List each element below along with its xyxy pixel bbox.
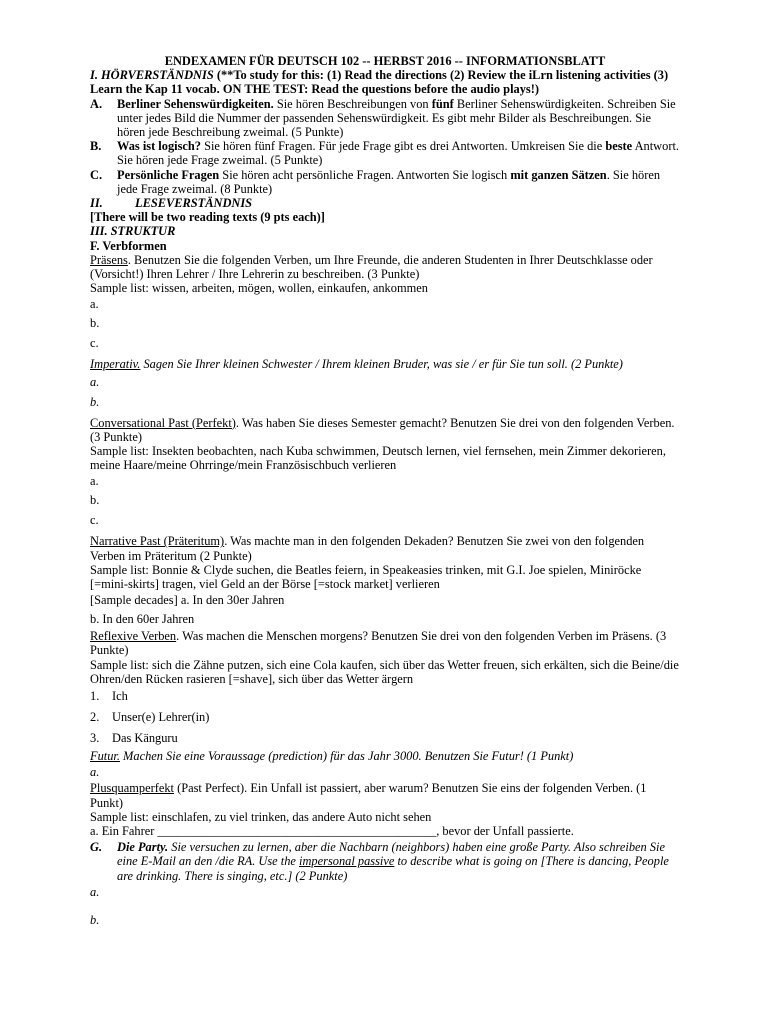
info-sheet bbox=[90, 54, 680, 927]
praesens-instructions: Präsens. Benutzen Sie die folgenden Verben, um Ihre Freunde, die anderen Studenten in Ihrer Deutschklasse oder (Vorsicht!) Ihren Lehrer / Ihre Lehrerin zu beschreiben. (3 Punkte) bbox=[90, 252, 653, 282]
section-2-heading: II. LESEVERSTÄNDNIS bbox=[90, 196, 253, 211]
praesens-sample-list: Sample list: wissen, arbeiten, mögen, wollen, einkaufen, ankommen bbox=[90, 281, 428, 296]
reflexive-answer-3: 3. Das Känguru bbox=[90, 731, 178, 746]
perfekt-answer-a: a. bbox=[90, 474, 99, 489]
section-1-item-a: A. Berliner Sehenswürdigkeiten. Sie hören Beschreibungen von fünf Berliner Sehenswürdigkeiten. Schreiben Sie unter jedes Bild die Nummer der passenden Sehenswürdigkeit. Es gibt mehr Bilder als Beschreibungen. Sie hören jede Beschreibung zweimal. (5 Punkte) bbox=[90, 96, 676, 140]
reflexive-answer-1: 1. Ich bbox=[90, 689, 128, 704]
section-1-item-b: B. Was ist logisch? Sie hören fünf Fragen. Für jede Frage gibt es drei Antworten. Umkreisen Sie die beste Antwort. Sie hören jede Frage zweimal. (5 Punkte) bbox=[90, 139, 679, 168]
plusquam-fill-in: a. Ein Fahrer _____________________________________________, bevor der Unfall passierte. bbox=[90, 823, 574, 838]
praeteritum-instructions: Narrative Past (Präteritum). Was machte man in den folgenden Dekaden? Benutzen Sie zwei von den folgenden Verben im Präteritum (2 Punkte) bbox=[90, 534, 645, 563]
section-3-heading: III. STRUKTUR bbox=[90, 224, 176, 239]
reflexive-answer-2: 2. Unser(e) Lehrer(in) bbox=[90, 710, 210, 725]
section-1-heading: I. HÖRVERSTÄNDNIS (**To study for this: (1) Read the directions (2) Review the iLrn listening activities (3) Learn the Kap 11 vocab. ON THE TEST: Read the questions before the audio plays!) bbox=[90, 68, 669, 97]
imperativ-answer-b: b. bbox=[90, 394, 100, 409]
section-f-heading: F. Verbformen bbox=[90, 238, 167, 253]
praesens-answer-a: a. bbox=[90, 297, 99, 312]
praeteritum-decade-a: [Sample decades] a. In den 30er Jahren bbox=[90, 593, 285, 608]
futur-instructions: Futur. Machen Sie eine Voraussage (prediction) für das Jahr 3000. Benutzen Sie Futur! (1 Punkt) bbox=[90, 749, 574, 764]
section-2-note: [There will be two reading texts (9 pts each)] bbox=[90, 210, 325, 225]
reflexive-sample-list: Sample list: sich die Zähne putzen, sich eine Cola kaufen, sich über das Wetter freuen, sich erkälten, sich die Beine/die Ohren/den Rücken rasieren [=shave], sich über das Wetter ärgern bbox=[90, 657, 679, 686]
perfekt-instructions: Conversational Past (Perfekt). Was haben Sie dieses Semester gemacht? Benutzen Sie drei von den folgenden Verben. (3 Punkte) bbox=[90, 415, 675, 444]
party-answer-a: a. bbox=[90, 884, 100, 899]
praesens-answer-b: b. bbox=[90, 316, 100, 331]
imperativ-instructions: Imperativ. Sagen Sie Ihrer kleinen Schwester / Ihrem kleinen Bruder, was sie / er für Sie tun soll. (2 Punkte) bbox=[90, 357, 623, 372]
imperativ-answer-a: a. bbox=[90, 374, 100, 389]
perfekt-answer-b: b. bbox=[90, 493, 100, 508]
page-title: ENDEXAMEN FÜR DEUTSCH 102 -- HERBST 2016 -- INFORMATIONSBLATT bbox=[164, 54, 606, 68]
futur-answer-a: a. bbox=[90, 765, 100, 780]
party-answer-b: b. bbox=[90, 912, 100, 927]
perfekt-sample-list: Sample list: Insekten beobachten, nach Kuba schwimmen, Deutsch lernen, viel fernsehen, mein Zimmer dekorieren, meine Haare/meine Ohrringe/mein Französischbuch verlieren bbox=[90, 444, 666, 473]
praeteritum-decade-b: b. In den 60er Jahren bbox=[90, 612, 195, 627]
praesens-answer-c: c. bbox=[90, 336, 99, 351]
praeteritum-sample-list: Sample list: Bonnie & Clyde suchen, die Beatles feiern, in Speakeasies trinken, mit G.I. Joe spielen, Miniröcke [=mini-skirts] tragen, viel Geld an der Börse [=stock market] verlieren bbox=[90, 562, 642, 592]
plusquam-instructions: Plusquamperfekt (Past Perfect). Ein Unfall ist passiert, aber warum? Benutzen Sie eins der folgenden Verben. (1 Punkt) bbox=[90, 781, 647, 810]
section-g: G. Die Party. Sie versuchen zu lernen, aber die Nachbarn (neighbors) haben eine große Party. Also schreiben Sie eine E-Mail an den /die RA. Use the impersonal passive to describe what is going on [There is dancing, People are drinking. There is singing, etc.] (2 Punkte) bbox=[90, 840, 669, 883]
reflexive-instructions: Reflexive Verben. Was machen die Menschen morgens? Benutzen Sie drei von den folgenden Verben im Präsens. (3 Punkte) bbox=[90, 629, 667, 658]
perfekt-answer-c: c. bbox=[90, 513, 99, 528]
section-1-item-c: C. Persönliche Fragen Sie hören acht persönliche Fragen. Antworten Sie logisch mit ganzen Sätzen. Sie hören jede Frage zweimal. (8 Punkte) bbox=[90, 167, 661, 196]
plusquam-sample-list: Sample list: einschlafen, zu viel trinken, das andere Auto nicht sehen bbox=[90, 809, 432, 824]
